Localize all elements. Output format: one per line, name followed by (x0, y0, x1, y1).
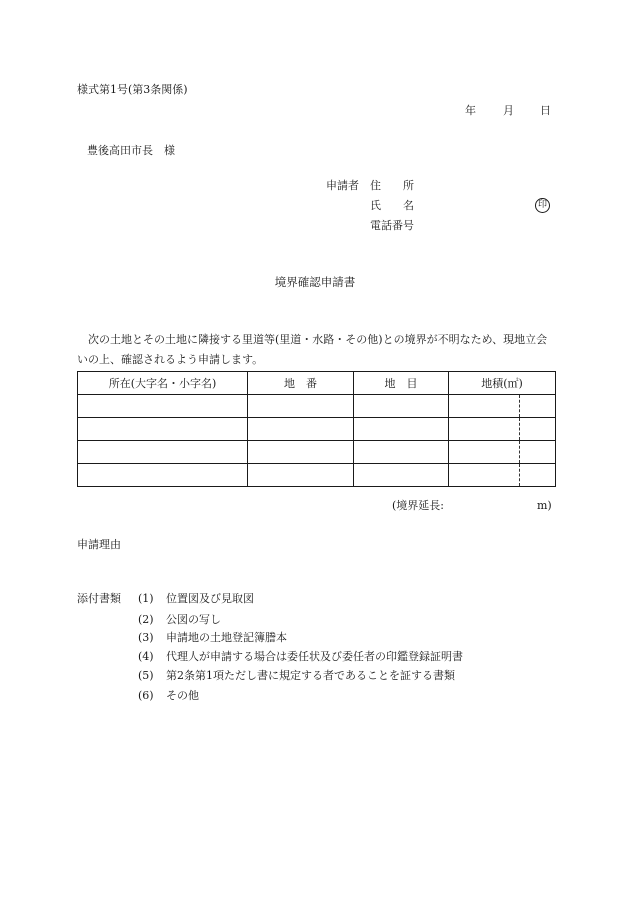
boundary-length-label: (境界延長: (392, 499, 444, 512)
table-row (78, 464, 556, 487)
address-label: 住 所 (370, 179, 414, 192)
form-number: 様式第1号(第3条関係) (77, 83, 188, 96)
attachment-item: 代理人が申請する場合は委任状及び委任者の印鑑登録証明書 (166, 650, 463, 663)
area-cell (449, 418, 556, 441)
attachment-item: 申請地の土地登記簿謄本 (166, 631, 287, 644)
decimal-divider (519, 464, 520, 486)
lot-number-cell (248, 464, 354, 487)
seal-mark: 印 (535, 198, 550, 213)
area-cell (449, 441, 556, 464)
attachment-number: (4) (138, 650, 154, 663)
column-header-area: 地積(㎡) (449, 372, 556, 395)
area-cell (449, 395, 556, 418)
attachment-number: (1) (138, 592, 154, 605)
request-statement: 次の土地とその土地に隣接する里道等(里道・水路・その他)との境界が不明なため、現地立会いの上、確認されるよう申請します。 (77, 333, 548, 366)
location-cell (78, 395, 248, 418)
date-month-label: 月 (503, 104, 514, 117)
boundary-length-unit: m) (537, 499, 552, 512)
attachment-number: (6) (138, 689, 154, 702)
lot-number-cell (248, 441, 354, 464)
attachment-item: 位置図及び見取図 (166, 592, 254, 605)
applicant-label: 申請者 (326, 179, 359, 192)
reason-label: 申請理由 (77, 538, 121, 551)
decimal-divider (519, 418, 520, 440)
column-header-lot-number: 地 番 (248, 372, 354, 395)
lot-number-cell (248, 418, 354, 441)
location-cell (78, 418, 248, 441)
addressee: 豊後高田市長 様 (87, 144, 175, 157)
land-category-cell (354, 395, 449, 418)
attachment-number: (3) (138, 631, 154, 644)
attachments-label: 添付書類 (77, 592, 121, 605)
lot-number-cell (248, 395, 354, 418)
attachment-item: 公図の写し (166, 613, 221, 626)
attachment-number: (5) (138, 669, 154, 682)
attachment-number: (2) (138, 613, 154, 626)
area-cell (449, 464, 556, 487)
column-header-location: 所在(大字名・小字名) (78, 372, 248, 395)
land-category-cell (354, 441, 449, 464)
date-year-label: 年 (465, 104, 476, 117)
decimal-divider (519, 395, 520, 417)
location-cell (78, 464, 248, 487)
phone-label: 電話番号 (370, 219, 414, 232)
land-category-cell (354, 464, 449, 487)
table-header-row (78, 372, 556, 395)
location-cell (78, 441, 248, 464)
attachment-item: その他 (166, 689, 199, 702)
table-row (78, 441, 556, 464)
table-row (78, 395, 556, 418)
land-category-cell (354, 418, 449, 441)
table-row (78, 418, 556, 441)
parcel-table (77, 371, 556, 487)
date-day-label: 日 (540, 104, 551, 117)
attachment-item: 第2条第1項ただし書に規定する者であることを証する書類 (166, 669, 455, 682)
document-title: 境界確認申請書 (274, 275, 356, 289)
column-header-land-category: 地 目 (354, 372, 449, 395)
name-label: 氏 名 (370, 199, 414, 212)
decimal-divider (519, 441, 520, 463)
